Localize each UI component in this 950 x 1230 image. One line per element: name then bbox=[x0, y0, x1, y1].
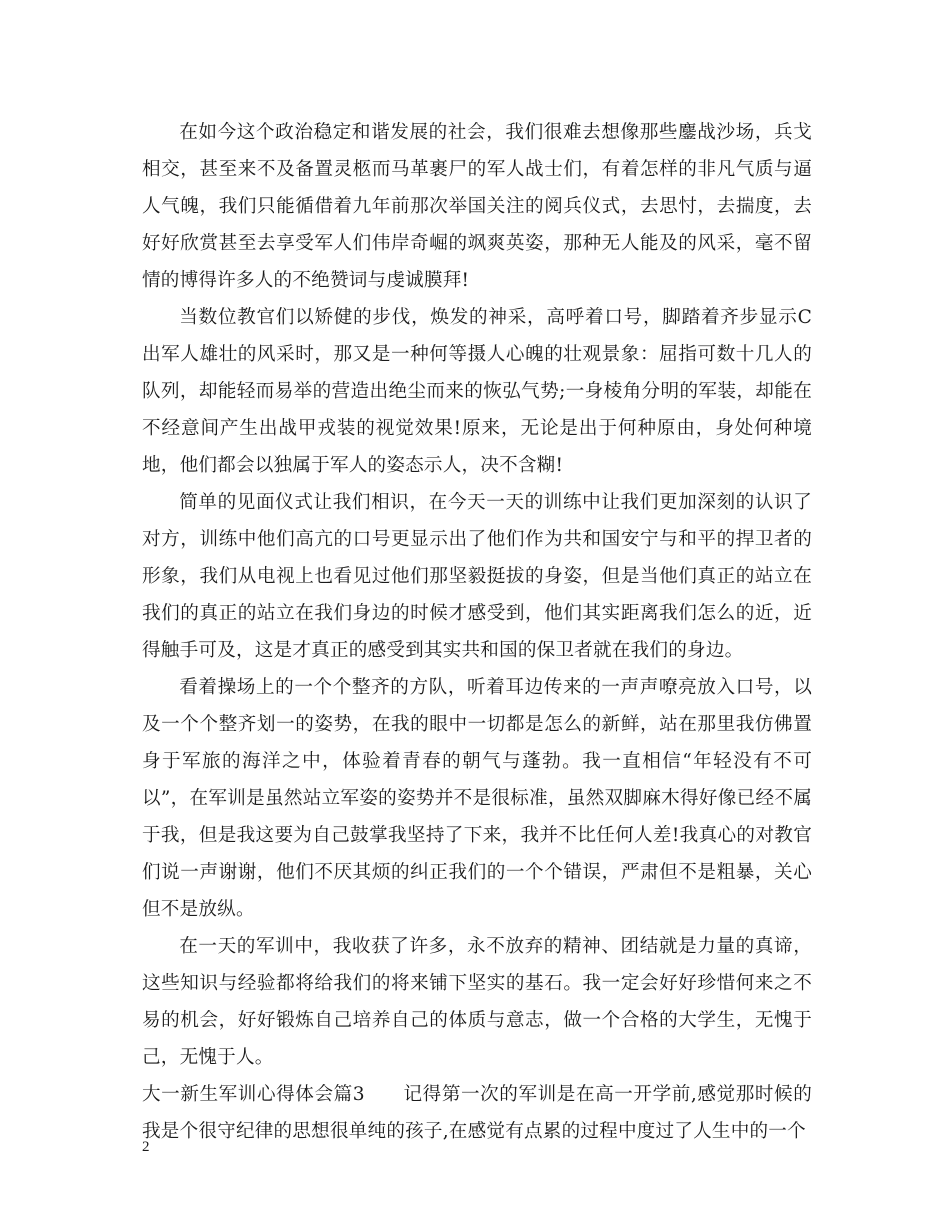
page-number: 2 bbox=[142, 1139, 150, 1155]
paragraph-4: 看着操场上的一个个整齐的方队，听着耳边传来的一声声嘹亮放入口号，以及一个个整齐划一的姿势，在我的眼中一切都是怎么的新鲜，站在那里我仿佛置身于军旅的海洋之中，体验着青春的朝气与蓬勃。我一直相信“年轻没有不可以”，在军训是虽然站立军姿的姿势并不是很标准，虽然双脚麻木得好像已经不属于我，但是我这要为自己鼓掌我坚持了下来，我并不比任何人差!我真心的对教官们说一声谢谢，他们不厌其烦的纠正我们的一个个错误，严肃但不是粗暴，关心但不是放纵。 bbox=[142, 677, 812, 920]
paragraph-5: 在一天的军训中，我收获了许多，永不放弃的精神、团结就是力量的真谛，这些知识与经验都将给我们的将来铺下坚实的基石。我一定会好好珍惜何来之不易的机会，好好锻炼自己培养自己的体质与意志，做一个合格的大学生，无愧于己，无愧于人。 bbox=[142, 936, 812, 1068]
paragraph-3: 简单的见面仪式让我们相识，在今天一天的训练中让我们更加深刻的认识了对方，训练中他们高亢的口号更显示出了他们作为共和国安宁与和平的捍卫者的形象，我们从电视上也看见过他们那坚毅挺拔的身姿，但是当他们真正的站立在我们的真正的站立在我们身边的时候才感受到，他们其实距离我们怎么的近，近得触手可及，这是才真正的感受到其实共和国的保卫者就在我们的身边。 bbox=[142, 492, 812, 661]
paragraph-2: 当数位教官们以矫健的步伐，焕发的神采，高呼着口号，脚踏着齐步显示C出军人雄壮的风采时，那又是一种何等摄人心魄的壮观景象：屈指可数十几人的队列，却能轻而易举的营造出绝尘而来的恢弘气势;一身棱角分明的军装，却能在不经意间产生出战甲戎装的视觉效果!原来，无论是出于何种原由，身处何种境地，他们都会以独属于军人的姿态示人，决不含糊! bbox=[142, 307, 812, 476]
body-text bbox=[142, 114, 812, 1150]
paragraph-1: 在如今这个政治稳定和谐发展的社会，我们很难去想像那些鏖战沙场，兵戈相交，甚至来不及备置灵柩而马革裹尸的军人战士们，有着怎样的非凡气质与逼人气魄，我们只能循借着九年前那次举国关注的阅兵仪式，去思忖，去揣度，去好好欣赏甚至去享受军人们伟岸奇崛的飒爽英姿，那种无人能及的风采，毫不留情的博得许多人的不绝赞词与虔诚膜拜! bbox=[142, 122, 812, 291]
paragraph-6: 大一新生军训心得体会篇3 记得第一次的军训是在高一开学前,感觉那时候的我是个很守纪律的思想很单纯的孩子,在感觉有点累的过程中度过了人生中的一个 bbox=[142, 1084, 812, 1142]
